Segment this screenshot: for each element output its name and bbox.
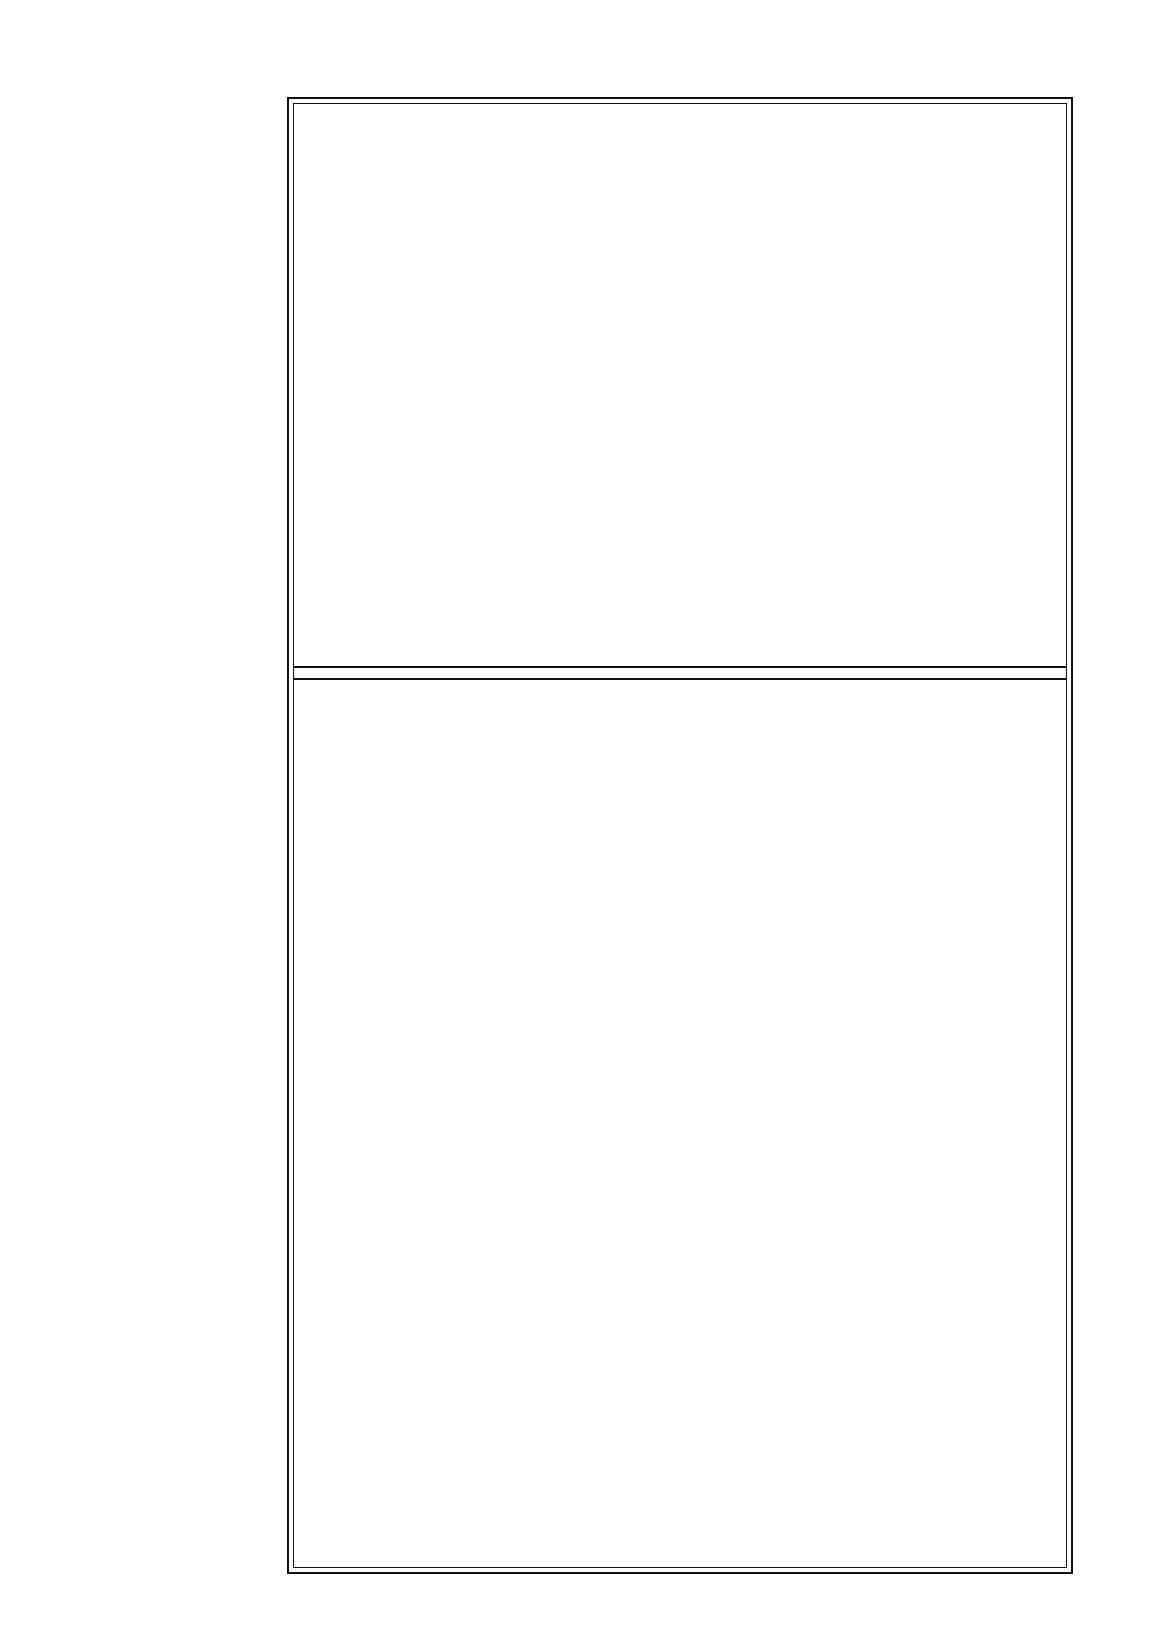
page-header (300, 48, 1060, 88)
page-frame-inner (293, 103, 1067, 1568)
commentary-text (304, 704, 1056, 1564)
main-text (304, 128, 1056, 648)
page-frame (287, 97, 1073, 1574)
section-divider (294, 666, 1066, 680)
